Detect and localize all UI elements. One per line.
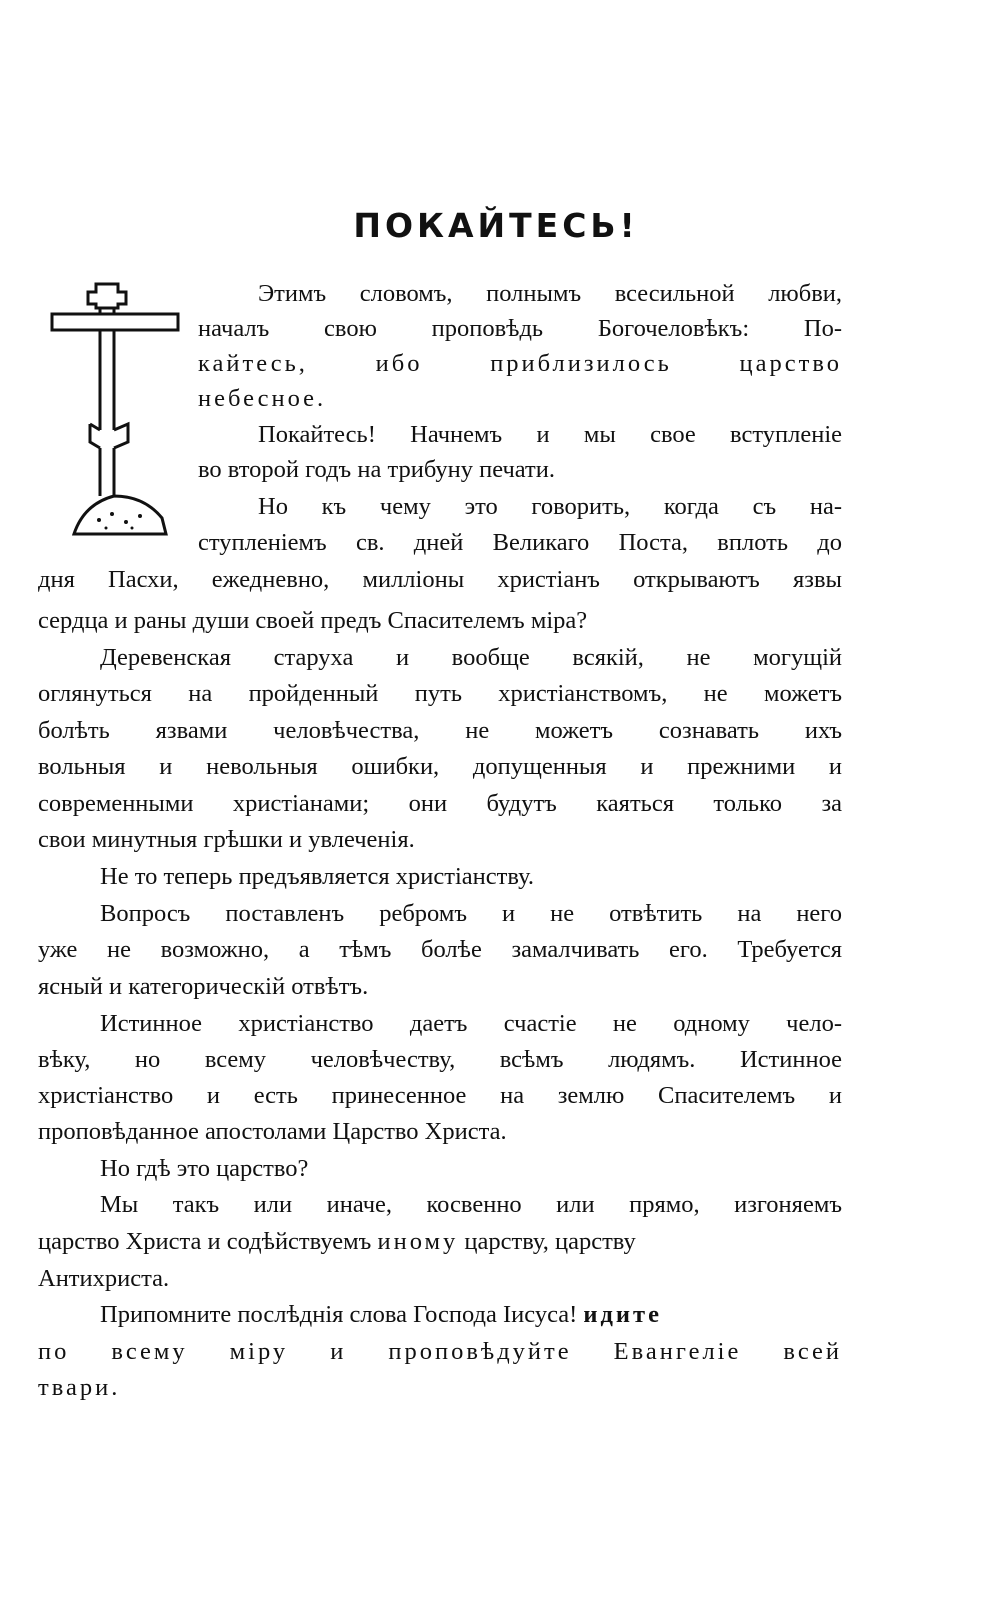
- text-run: царство Христа и содѣйствуемъ: [38, 1228, 378, 1255]
- text-line: сердца и раны души своей предъ Спасителемъ міра?: [38, 607, 588, 634]
- emphasis-text: идите: [583, 1301, 662, 1328]
- text-line: кайтесь, ибо приблизилось царство: [198, 350, 842, 377]
- text-run: Припомните послѣднія слова Господа Іисуса!: [100, 1301, 584, 1328]
- text-line: [38, 1297, 842, 1333]
- text-line: по всему міру и проповѣдуйте Евангеліе всей: [38, 1338, 842, 1365]
- text-line: болѣть язвами человѣчества, не можетъ сознавать ихъ: [38, 717, 842, 744]
- text-line: вѣку, но всему человѣчеству, всѣмъ людямъ. Истинное: [38, 1046, 842, 1073]
- text-line: вольныя и невольныя ошибки, допущенныя и прежними и: [38, 753, 842, 780]
- text-line: Антихриста.: [38, 1265, 170, 1292]
- text-line: христіанство и есть принесенное на землю Спасителемъ и: [38, 1082, 842, 1109]
- text-line: [38, 1224, 842, 1260]
- text-line: проповѣданное апостолами Царство Христа.: [38, 1118, 507, 1145]
- text-line: Мы такъ или иначе, косвенно или прямо, изгоняемъ: [100, 1191, 842, 1218]
- text-line: свои минутныя грѣшки и увлеченія.: [38, 826, 415, 853]
- text-line: Но гдѣ это царство?: [100, 1155, 309, 1182]
- text-run: царству, царству: [458, 1228, 636, 1255]
- text-line: Не то теперь предъявляется христіанству.: [100, 863, 534, 890]
- emphasis-text: иному: [377, 1228, 459, 1255]
- text-line: Вопросъ поставленъ ребромъ и не отвѣтить на него: [100, 900, 842, 927]
- text-line: небесное.: [198, 385, 327, 412]
- text-line: Покайтесь! Начнемъ и мы свое вступленіе: [258, 421, 842, 448]
- text-line: дня Пасхи, ежедневно, милліоны христіанъ открываютъ язвы: [38, 566, 842, 593]
- orthodox-cross-icon: [44, 282, 194, 552]
- page-title: ПОКАЙТЕСЬ!: [353, 206, 639, 245]
- text-line: во второй годъ на трибуну печати.: [198, 456, 555, 483]
- text-line: ступленіемъ св. дней Великаго Поста, вплоть до: [198, 529, 842, 556]
- text-line: ясный и категорическій отвѣтъ.: [38, 973, 369, 1000]
- text-line: твари.: [38, 1374, 121, 1401]
- text-line: современными христіанами; они будутъ каяться только за: [38, 790, 842, 817]
- text-line: Истинное христіанство даетъ счастіе не одному чело-: [100, 1010, 842, 1037]
- text-line: началъ свою проповѣдь Богочеловѣкъ: По-: [198, 315, 842, 342]
- text-line: уже не возможно, а тѣмъ болѣе замалчивать его. Требуется: [38, 936, 842, 963]
- text-line: Деревенская старуха и вообще всякій, не могущій: [100, 644, 842, 671]
- text-line: оглянуться на пройденный путь христіанствомъ, не можетъ: [38, 680, 842, 707]
- text-line: Но къ чему это говорить, когда съ на-: [258, 493, 842, 520]
- text-line: Этимъ словомъ, полнымъ всесильной любви,: [258, 280, 842, 307]
